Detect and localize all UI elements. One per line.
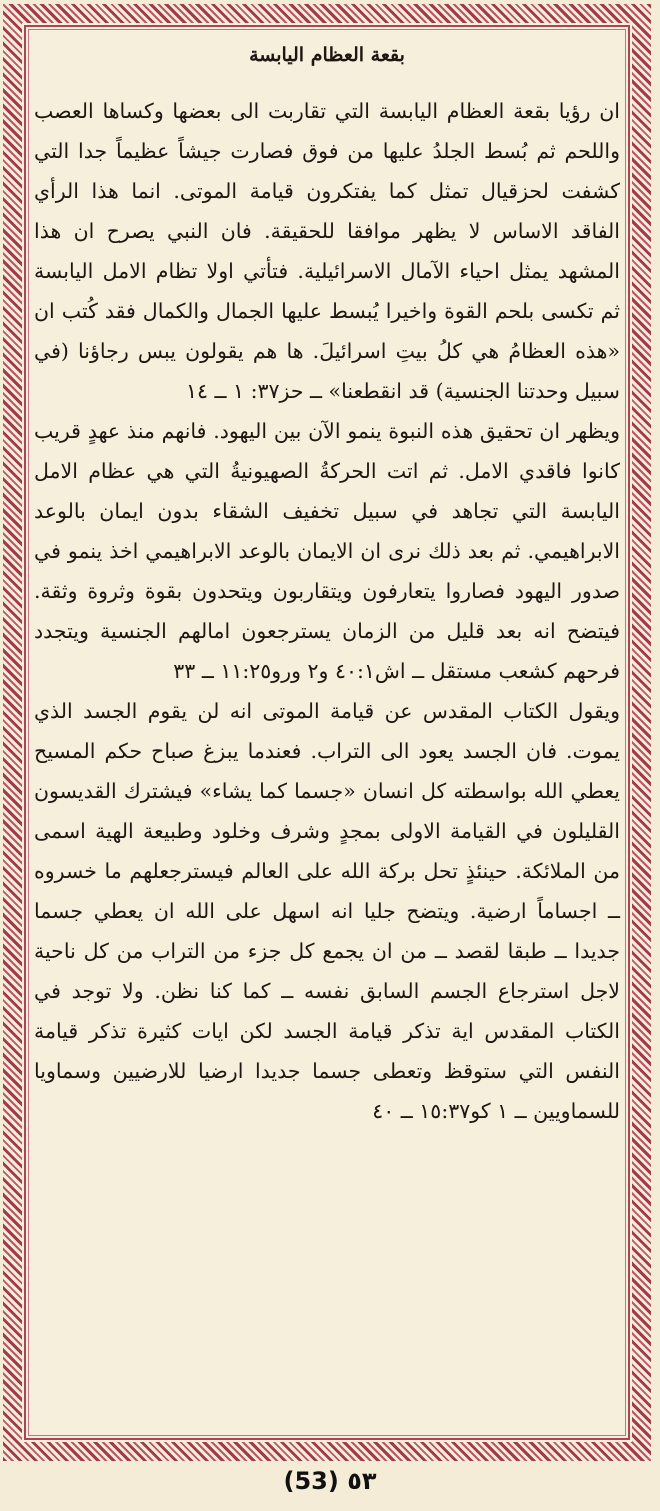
page-title: بقعة العظام اليابسة [249, 44, 405, 66]
ornamental-border [3, 4, 651, 1461]
paragraph-1: ان رؤيا بقعة العظام اليابسة التي تقاربت الى بعضها وكساها العصب واللحم ثم بُسط الجلدُ عليها من فوق فصارت جيشاً عظيماً جدا التي كشفت لحزقيال تمثل كما يفتكرون قيامة الموتى. انما هذا الرأي الفاقد الاساس لا يظهر موافقا للحقيقة. فان النبي يصرح ان هذا المشهد يمثل احياء الآمال الاسرائيلية. فتأتي اولا تظام الامل اليابسة ثم تكسى بلحم القوة واخيرا يُبسط عليها الجمال والكمال فقد كُتب ان «هذه العظامُ هي كلُ بيتِ اسرائيلَ. ها هم يقولون يبس رجاؤنا (في سبيل وحدتنا الجنسية) قد انقطعنا» ــ حز٣٧: ١ ــ ١٤ [34, 99, 620, 403]
paragraph-3: ويقول الكتاب المقدس عن قيامة الموتى انه لن يقوم الجسد الذي يموت. فان الجسد يعود الى التراب. فعندما يبزغ صباح حكم المسيح يعطي الله بواسطته كل انسان «جسما كما يشاء» فيشترك القديسون القليلون في القيامة الاولى بمجدٍ وشرف وخلود وطبيعة الهية اسمى من الملائكة. حينئذٍ تحل بركة الله على العالم فيسترجعلهم ما خسروه ــ اجساماً ارضية. ويتضح جليا انه اسهل على الله ان يعطي جسما جديدا ــ طبقا لقصد ــ من ان يجمع كل جزء من التراب من كل ناحية لاجل استرجاع الجسم السابق نفسه ــ كما كنا نظن. ولا توجد في الكتاب المقدس اية تذكر قيامة الجسد لكن ايات كثيرة تذكر قيامة النفس التي ستوقظ وتعطى جسما جديدا ارضيا للارضيين وسماويا للسماويين ــ ١ كو١٥:٣٧ ــ ٤٠ [34, 699, 620, 1123]
page-body [34, 39, 620, 1428]
page-number: (53) ٥٣ [283, 1467, 377, 1495]
paragraph-2: ويظهر ان تحقيق هذه النبوة ينمو الآن بين اليهود. فانهم منذ عهدٍ قريب كانوا فاقدي الامل. ثم اتت الحركةُ الصهيونيةُ التي هي عظام الامل اليابسة التي تجاهد في سبيل تخفيف الشقاء بدون ايمان بالوعد الابراهيمي. ثم بعد ذلك نرى ان الايمان بالوعد الابراهيمي اخذ ينمو في صدور اليهود فصاروا يتعارفون ويتقاربون ويتحدون بقوة وثروة وثقة. فيتضح انه بعد قليل من الزمان يسترجعون امالهم الجنسية ويتجدد فرحهم كشعب مستقل ــ اش٤٠:١ و٢ ورو١١:٢٥ ــ ٣٣ [34, 419, 620, 683]
